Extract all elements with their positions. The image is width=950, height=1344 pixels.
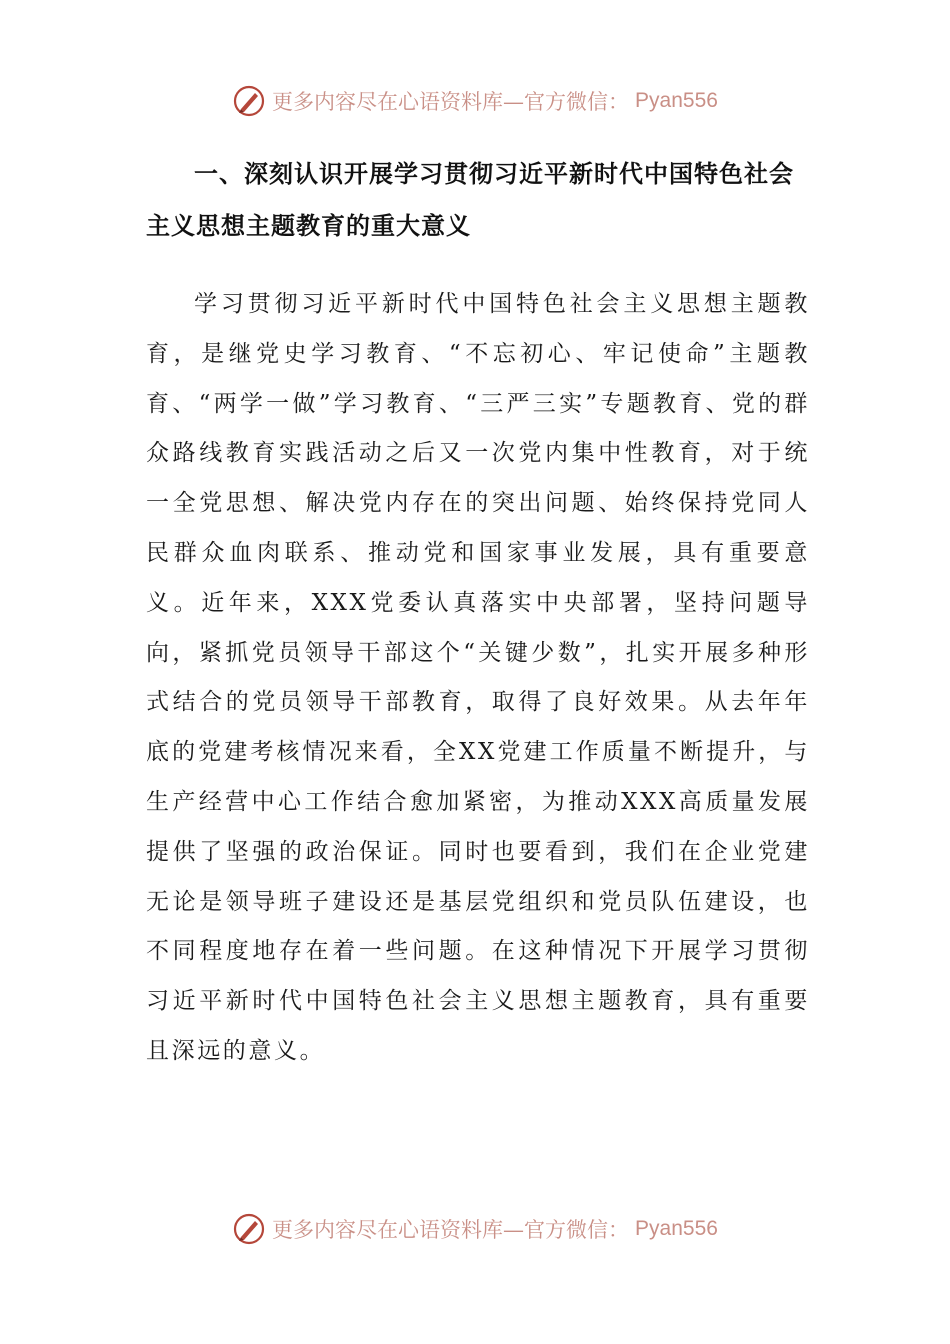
watermark-text: 更多内容尽在心语资料库—官方微信： (272, 90, 630, 114)
header-watermark (0, 84, 950, 118)
watermark-wechat-id: Pyan556 (635, 89, 718, 112)
pen-logo-icon (232, 84, 266, 118)
watermark-wechat-id: Pyan556 (635, 1217, 718, 1240)
pen-logo-icon (232, 1212, 266, 1246)
body-paragraph: 学习贯彻习近平新时代中国特色社会主义思想主题教育，是继党史学习教育、“不忘初心、牢记使命”主题教育、“两学一做”学习教育、“三严三实”专题教育、党的群众路线教育实践活动之后又一次党内集中性教育，对于统一全党思想、解决党内存在的突出问题、始终保持党同人民群众血肉联系、推动党和国家事业发展，具有重要意义。近年来，XXX党委认真落实中央部署，坚持问题导向，紧抓党员领导干部这个“关键少数”，扎实开展多种形式结合的党员领导干部教育，取得了良好效果。从去年年底的党建考核情况来看，全XX党建工作质量不断提升，与生产经营中心工作结合愈加紧密，为推动XXX高质量发展提供了坚强的政治保证。同时也要看到，我们在企业党建无论是领导班子建设还是基层党组织和党员队伍建设，也不同程度地存在着一些问题。在这种情况下开展学习贯彻习近平新时代中国特色社会主义思想主题教育，具有重要且深远的意义。 (146, 291, 810, 1064)
watermark-text: 更多内容尽在心语资料库—官方微信： (272, 1218, 630, 1242)
footer-watermark (0, 1212, 950, 1246)
section-heading: 一、深刻认识开展学习贯彻习近平新时代中国特色社会主义思想主题教育的重大意义 (146, 160, 794, 240)
